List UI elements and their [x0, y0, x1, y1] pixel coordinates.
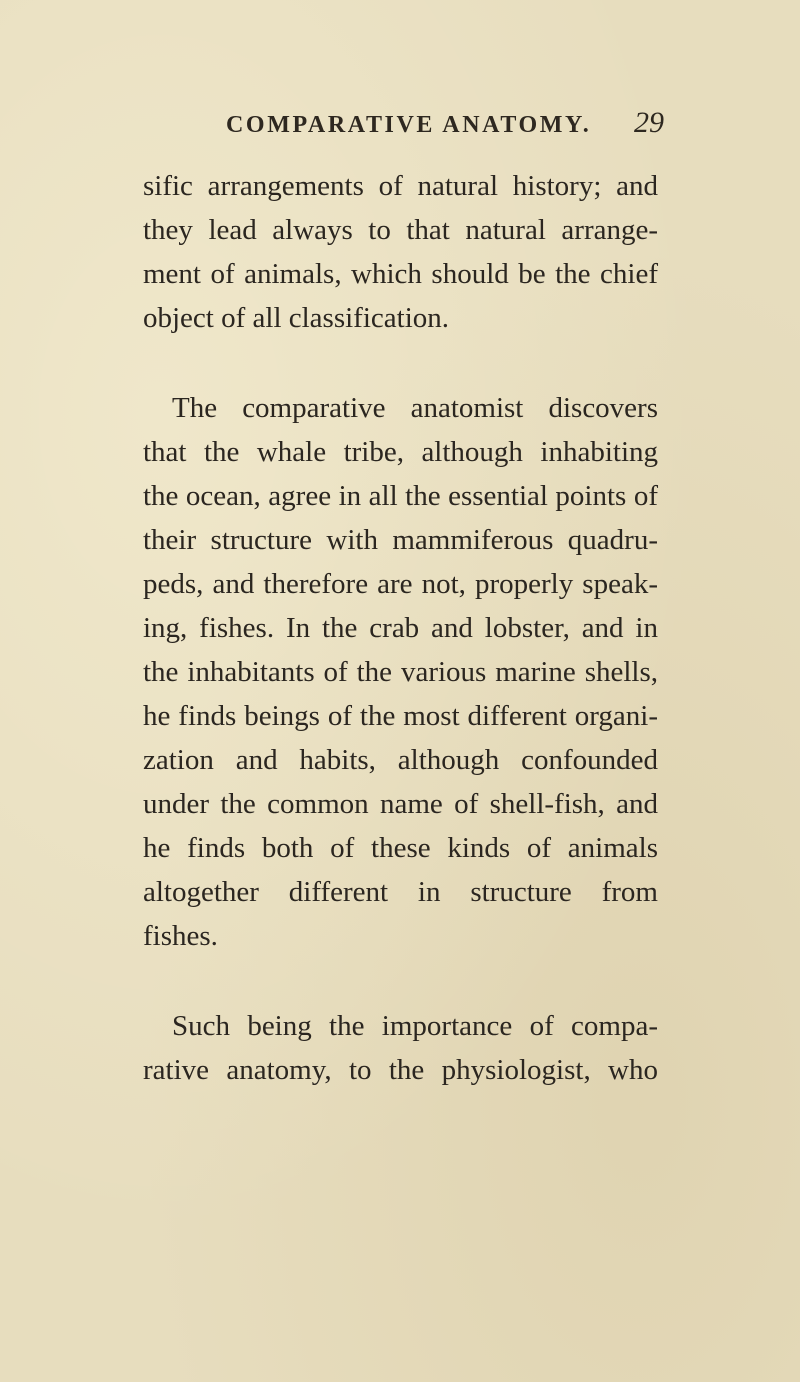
text-line: The comparative anatomist discovers: [172, 392, 658, 424]
text-line: ing, fishes. In the crab and lobster, and in: [143, 612, 658, 644]
text-line: that the whale tribe, although inhabiting: [143, 436, 658, 468]
text-line: their structure with mammiferous quadru-: [143, 524, 658, 556]
text-line: under the common name of shell-fish, and: [143, 788, 658, 820]
text-line: fishes.: [143, 920, 218, 952]
running-title: COMPARATIVE ANATOMY.: [226, 112, 592, 138]
text-line: they lead always to that natural arrange-: [143, 214, 658, 246]
text-line: the inhabitants of the various marine shells,: [143, 656, 658, 688]
running-head: [0, 106, 800, 152]
page-number: 29: [634, 106, 664, 139]
text-line: the ocean, agree in all the essential points of: [143, 480, 658, 512]
text-line: zation and habits, although confounded: [143, 744, 658, 776]
text-line: ment of animals, which should be the chief: [143, 258, 658, 290]
text-line: altogether different in structure from: [143, 876, 658, 908]
text-line: rative anatomy, to the physiologist, who: [143, 1054, 658, 1086]
text-line: sific arrangements of natural history; and: [143, 170, 658, 202]
text-line: object of all classification.: [143, 302, 450, 334]
text-line: he finds both of these kinds of animals: [143, 832, 658, 864]
text-line: Such being the importance of compa-: [172, 1010, 658, 1042]
text-line: peds, and therefore are not, properly speak-: [143, 568, 658, 600]
text-line: he finds beings of the most different organi-: [143, 700, 658, 732]
